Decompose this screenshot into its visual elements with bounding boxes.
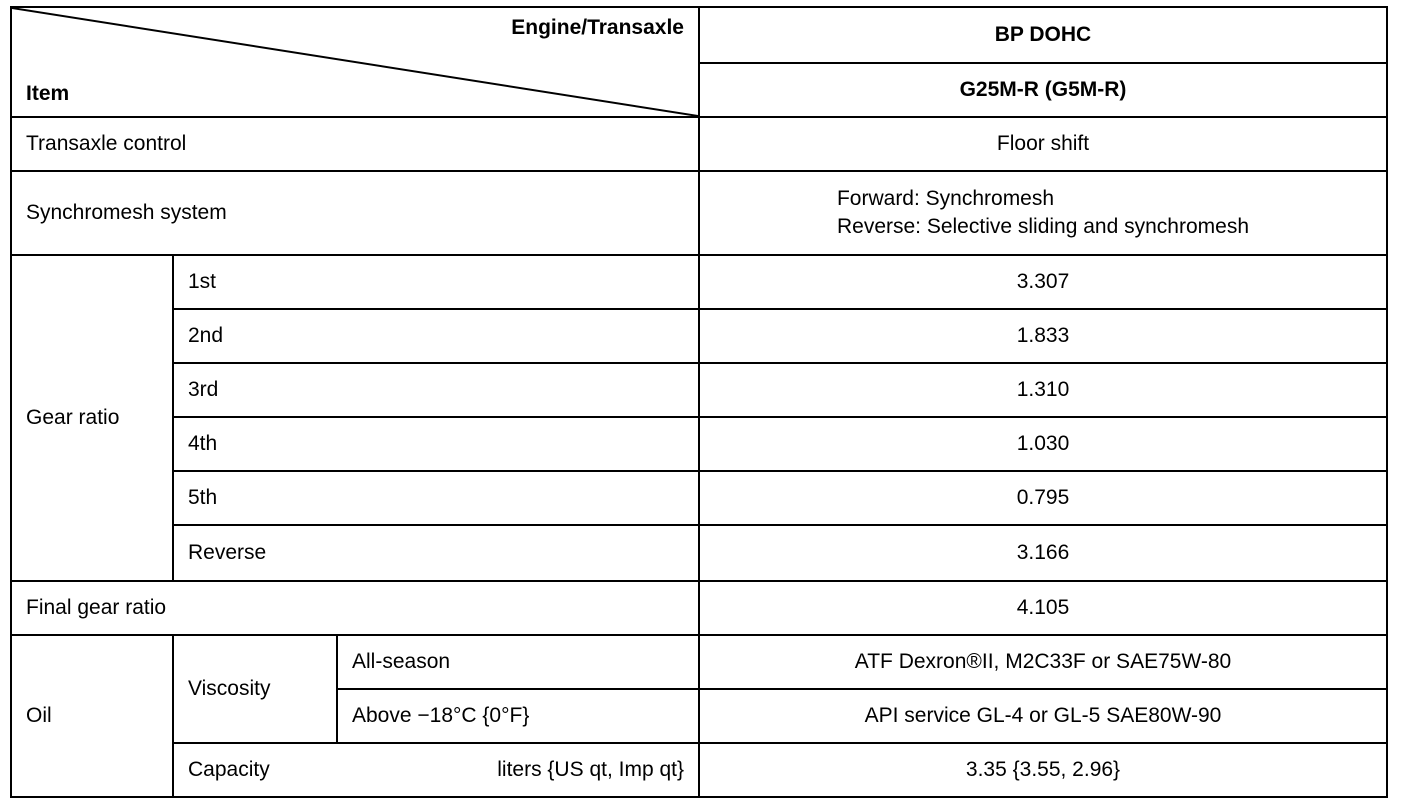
synchromesh-label: Synchromesh system (11, 171, 699, 255)
gear-value: 1.310 (699, 363, 1387, 417)
viscosity-label: Viscosity (173, 635, 337, 743)
transaxle-control-value: Floor shift (699, 117, 1387, 171)
table-row (11, 581, 1387, 635)
capacity-label: Capacity (188, 758, 270, 781)
oil-label: Oil (11, 635, 173, 797)
engine-transaxle-header: Engine/Transaxle (511, 16, 684, 39)
synchromesh-reverse: Reverse: Selective sliding and synchromesh (836, 215, 1250, 238)
all-season-label: All-season (337, 635, 699, 689)
gear-name: 4th (173, 417, 699, 471)
table-row (11, 525, 1387, 581)
gear-value: 3.166 (699, 525, 1387, 581)
transaxle-header: G25M-R (G5M-R) (699, 63, 1387, 117)
gear-name: 1st (173, 255, 699, 309)
gear-value: 1.833 (699, 309, 1387, 363)
table-row (11, 363, 1387, 417)
capacity-value: 3.35 {3.55, 2.96} (699, 743, 1387, 797)
table-row (11, 635, 1387, 689)
gear-name: 2nd (173, 309, 699, 363)
table-row (11, 309, 1387, 363)
final-gear-ratio-label: Final gear ratio (11, 581, 699, 635)
table-row (11, 255, 1387, 309)
gear-ratio-label: Gear ratio (11, 255, 173, 581)
gear-value: 1.030 (699, 417, 1387, 471)
table-row (11, 743, 1387, 797)
table-row (11, 117, 1387, 171)
table-row (11, 171, 1387, 255)
all-season-value: ATF Dexron®II, M2C33F or SAE75W-80 (699, 635, 1387, 689)
header-corner-cell (11, 7, 699, 117)
final-gear-ratio-value: 4.105 (699, 581, 1387, 635)
above-temp-label: Above −18°C {0°F} (337, 689, 699, 743)
item-header: Item (26, 82, 70, 105)
table-row (11, 417, 1387, 471)
gear-value: 3.307 (699, 255, 1387, 309)
synchromesh-forward: Forward: Synchromesh (836, 187, 1055, 210)
spec-table (10, 6, 1388, 798)
capacity-label-cell (173, 743, 699, 797)
transaxle-control-label: Transaxle control (11, 117, 699, 171)
gear-name: Reverse (173, 525, 699, 581)
engine-header: BP DOHC (699, 7, 1387, 63)
gear-value: 0.795 (699, 471, 1387, 525)
gear-name: 5th (173, 471, 699, 525)
above-temp-value: API service GL-4 or GL-5 SAE80W-90 (699, 689, 1387, 743)
capacity-unit: liters {US qt, Imp qt} (497, 758, 684, 781)
synchromesh-value (699, 171, 1387, 255)
gear-name: 3rd (173, 363, 699, 417)
table-row (11, 471, 1387, 525)
